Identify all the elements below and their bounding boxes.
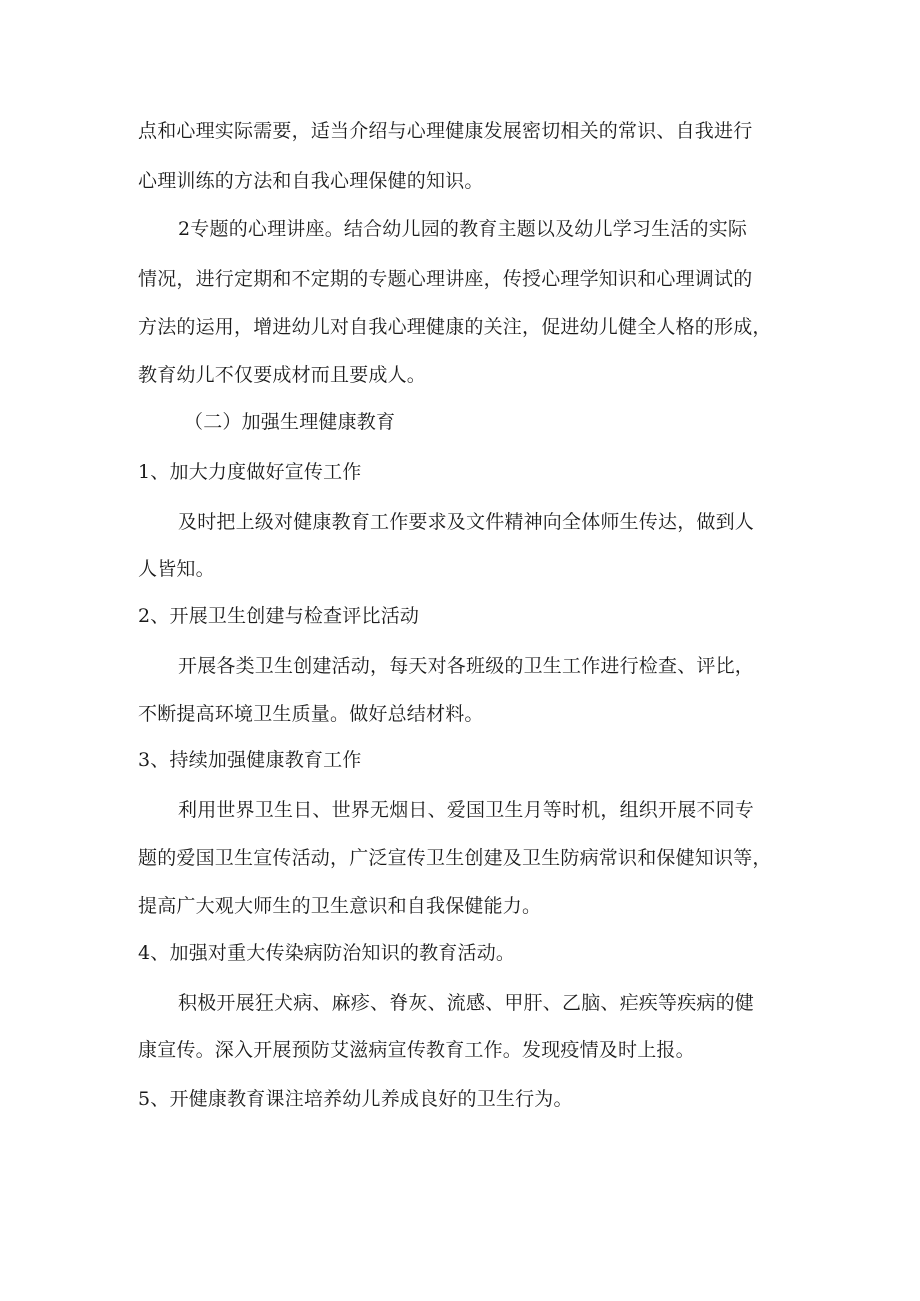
paragraph-start-line: 及时把上级对健康教育工作要求及文件精神向全体师生传达，做到人 [178, 511, 755, 533]
section-heading: （二）加强生理健康教育 [184, 411, 396, 433]
body-text-line: 方法的运用，增进幼儿对自我心理健康的关注，促进幼儿健全人格的形成， [138, 316, 772, 338]
numbered-heading: 4、加强对重大传染病防治知识的教育活动。 [138, 942, 516, 964]
body-text-line: 情况，进行定期和不定期的专题心理讲座，传授心理学知识和心理调试的 [138, 268, 753, 290]
paragraph-start-line: 2专题的心理讲座。结合幼儿园的教育主题以及幼儿学习生活的实际 [178, 218, 748, 240]
body-text-line: 点和心理实际需要，适当介绍与心理健康发展密切相关的常识、自我进行 [138, 120, 753, 142]
numbered-heading: 2、开展卫生创建与检查评比活动 [138, 605, 420, 627]
body-text-line: 不断提高环境卫生质量。做好总结材料。 [138, 703, 484, 725]
body-text-line: 心理训练的方法和自我心理保健的知识。 [138, 170, 484, 192]
body-text-line: 教育幼儿不仅要成材而且要成人。 [138, 364, 427, 386]
paragraph-start-line: 利用世界卫生日、世界无烟日、爱国卫生月等时机，组织开展不同专 [178, 799, 755, 821]
paragraph-start-line: 积极开展狂犬病、麻疹、脊灰、流感、甲肝、乙脑、疟疾等疾病的健 [178, 992, 755, 1014]
body-text-line: 题的爱国卫生宣传活动，广泛宣传卫生创建及卫生防病常识和保健知识等， [138, 847, 772, 869]
paragraph-start-line: 开展各类卫生创建活动，每天对各班级的卫生工作进行检查、评比， [178, 655, 755, 677]
numbered-heading: 3、持续加强健康教育工作 [138, 749, 362, 771]
body-text-line: 人皆知。 [138, 558, 215, 580]
body-text-line: 提高广大观大师生的卫生意识和自我保健能力。 [138, 895, 542, 917]
body-text-line: 康宣传。深入开展预防艾滋病宣传教育工作。发现疫情及时上报。 [138, 1039, 695, 1061]
numbered-heading: 1、加大力度做好宣传工作 [138, 461, 362, 483]
numbered-heading: 5、开健康教育课注培养幼儿养成良好的卫生行为。 [138, 1088, 573, 1110]
